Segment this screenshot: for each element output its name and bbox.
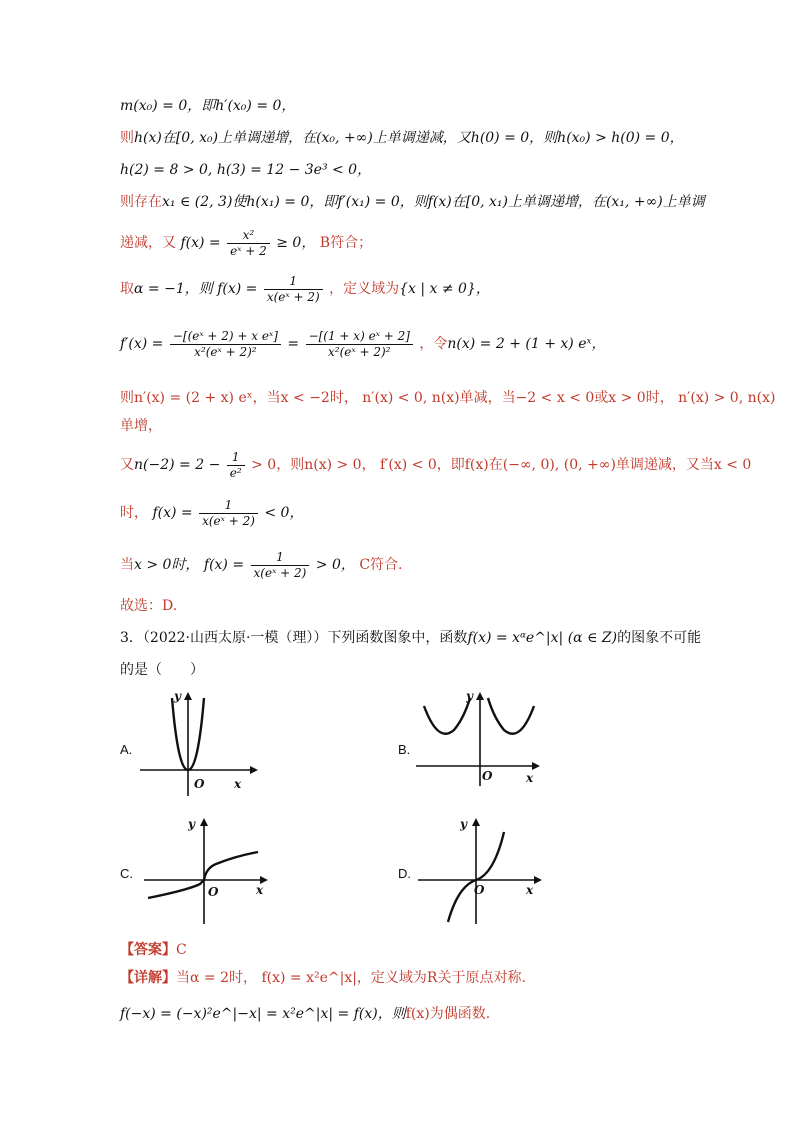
line-11 (120, 496, 684, 530)
line-3: h(2) = 8 > 0, h(3) = 12 − 3e³ < 0， (120, 162, 372, 178)
answer-line (120, 940, 684, 960)
line-5-fraction: $\frac{\text{x²}}{\text{eˣ + 2}}$ (227, 228, 270, 259)
line-10-n: n(−2) = 2 − (134, 457, 221, 473)
line-12-func: f(x) = (203, 557, 245, 573)
line-12-fraction: $\frac{1}{\text{x(eˣ + 2)}}$ (251, 550, 310, 581)
option-d-y-label: y (460, 817, 467, 831)
line-7-equals: = (287, 336, 300, 352)
option-c-x-label: x (256, 883, 264, 897)
line-5-ineq: ≥ 0， (276, 235, 316, 251)
detail-conclusion: f(x)为偶函数. (405, 1006, 491, 1022)
question-line-2: 的是（ ） (120, 662, 204, 678)
line-2-prefix: 则 (120, 130, 134, 146)
line-5 (120, 226, 684, 260)
line-6-prefix: 取 (120, 281, 134, 297)
option-c-y-label: y (188, 817, 195, 831)
line-6-func: f(x) = (217, 281, 258, 297)
option-a-y-label: y (174, 689, 181, 703)
detail-text-1: 当α = 2时， f(x) = x²e^|x|，定义域为R关于原点对称. (176, 970, 526, 986)
option-c-label[interactable]: C. (120, 866, 133, 881)
line-12 (120, 548, 684, 582)
line-6-domain-label: ，定义域为 (329, 281, 400, 297)
option-d-label[interactable]: D. (398, 866, 411, 881)
question-source: 3．（2022·山西太原·一模（理））下列函数图象中，函数 (120, 630, 468, 646)
detail-line-1 (120, 968, 684, 988)
option-c-origin: O (208, 885, 219, 899)
answer-value: C (176, 942, 187, 958)
line-7-fraction-1: $\frac{\text{−[(eˣ + 2) + x eˣ]}}{\text{x²(eˣ + 2)²}}$ (170, 329, 281, 360)
line-7-n: n(x) = 2 + (1 + x) eˣ， (447, 336, 606, 352)
line-7-fraction-2: $\frac{\text{−[(1 + x) eˣ + 2]}}{\text{x²(eˣ + 2)²}}$ (306, 329, 413, 360)
line-4-math: x₁ ∈ (2, 3)使h(x₁) = 0，即f′(x₁) = 0，则f(x)在[0, x₁)上单调递增，在(x₁, +∞)上单调 (162, 194, 705, 210)
line-11-fraction: $\frac{1}{\text{x(eˣ + 2)}}$ (199, 498, 258, 529)
final-answer-line: 故选：D. (120, 598, 178, 614)
option-a-origin: O (194, 777, 205, 791)
option-b-label[interactable]: B. (398, 742, 411, 757)
line-6-domain: {x | x ≠ 0}， (399, 281, 490, 297)
option-b-origin: O (482, 769, 493, 783)
line-7-func: f′(x) = (120, 336, 164, 352)
option-a-graph[interactable] (140, 688, 260, 798)
answer-label: 【答案】 (120, 942, 176, 958)
option-a-label[interactable]: A. (120, 742, 133, 757)
line-10-prefix: 又 (120, 457, 134, 473)
option-b-y-label: y (466, 689, 473, 703)
line-6-alpha: α = −1，则 (134, 281, 213, 297)
option-c-graph[interactable] (144, 814, 270, 926)
option-d-graph[interactable] (418, 814, 544, 926)
line-9: 单增， (120, 418, 162, 434)
line-6 (120, 272, 684, 306)
option-a-x-label: x (234, 777, 242, 791)
line-5-func: f(x) = (180, 235, 221, 251)
line-10 (120, 448, 752, 482)
line-6-fraction: $\frac{1}{\text{x(eˣ + 2)}}$ (264, 274, 323, 305)
line-7-let: ，令 (419, 336, 448, 352)
line-7 (120, 326, 684, 362)
option-b-graph[interactable] (416, 688, 542, 788)
line-1: m(x₀) = 0，即h′(x₀) = 0， (120, 98, 296, 114)
line-12-cond: x > 0时， (134, 557, 200, 573)
line-8: 则n′(x) = (2 + x) eˣ，当x < −2时， n′(x) < 0, n(x)单减，当−2 < x < 0或x > 0时， n′(x) > 0, n(x) (120, 390, 776, 406)
line-4 (120, 192, 705, 212)
line-11-ineq: < 0， (264, 505, 304, 521)
line-10-rest: > 0，则n(x) > 0， f′(x) < 0，即f(x)在(−∞, 0), (0, +∞)单调递减，又当x < 0 (251, 457, 752, 473)
option-d-x-label: x (526, 883, 534, 897)
question-tail: 的图象不可能 (617, 630, 702, 646)
detail-label: 【详解】 (120, 970, 176, 986)
line-5-prefix: 递减，又 (120, 235, 176, 251)
detail-math: f(−x) = (−x)²e^|−x| = x²e^|x| = f(x)，则 (120, 1006, 406, 1022)
line-12-prefix: 当 (120, 557, 134, 573)
line-11-prefix: 时， (120, 505, 148, 521)
line-2 (120, 128, 684, 148)
line-12-conclusion: C符合. (359, 557, 403, 573)
line-2-math: h(x)在[0, x₀)上单调递增，在(x₀, +∞)上单调递减，又h(0) = 0，则h(x₀) > h(0) = 0， (134, 130, 684, 146)
question-line-1 (120, 628, 702, 648)
detail-line-2 (120, 1004, 684, 1024)
line-5-conclusion: B符合； (319, 235, 373, 251)
line-11-func: f(x) = (152, 505, 193, 521)
option-d-origin: O (474, 883, 485, 897)
line-12-ineq: > 0， (315, 557, 355, 573)
line-10-fraction: $\frac{1}{\text{e²}}$ (227, 450, 245, 481)
option-b-x-label: x (526, 771, 534, 785)
line-4-prefix: 则存在 (120, 194, 162, 210)
question-function: f(x) = xᵅe^|x| (α ∈ Z) (467, 630, 618, 646)
